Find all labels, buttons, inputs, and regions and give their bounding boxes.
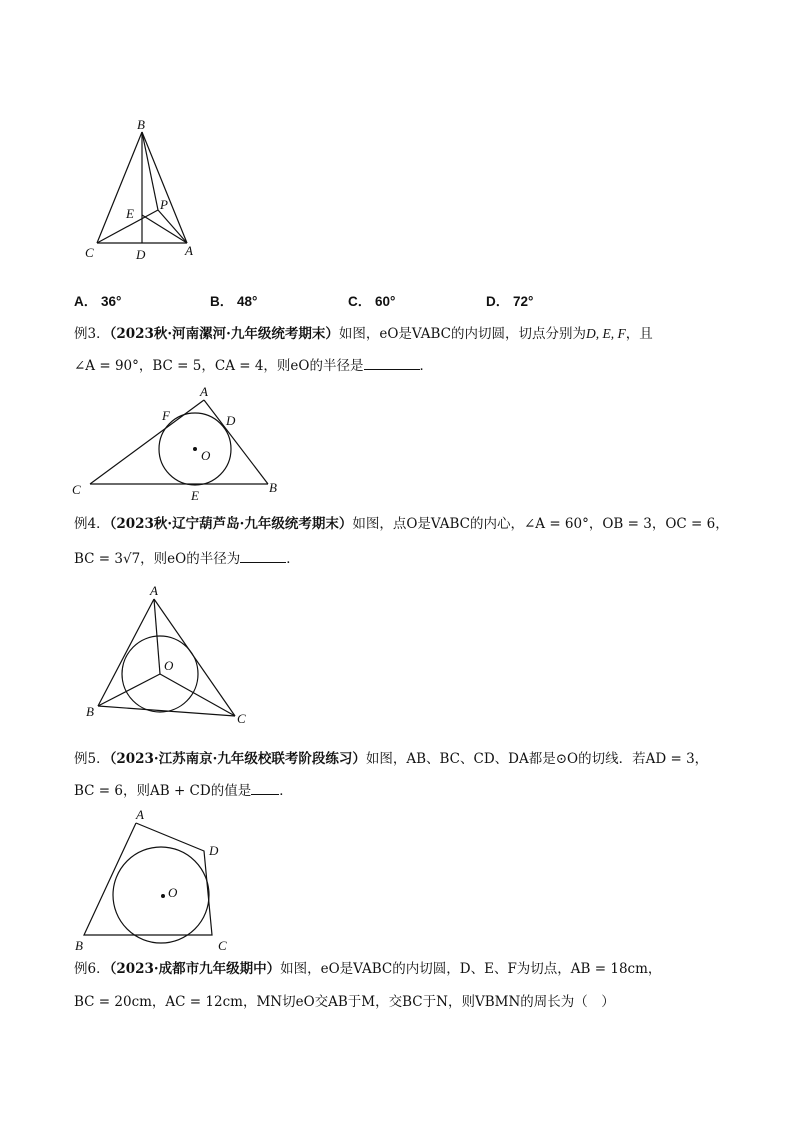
label-a: A	[150, 583, 158, 598]
option-d: D． 72°	[486, 294, 534, 309]
option-a: A． 36°	[74, 294, 122, 309]
label-b: B	[137, 117, 145, 132]
label-f: F	[162, 408, 170, 423]
label-d: D	[209, 843, 219, 858]
label-c: C	[85, 245, 94, 260]
ex5-line-1: 例5．（2023·江苏南京·九年级校联考阶段练习）如图，AB、BC、CD、DA都是⊙O的切线．若AD = 3，	[74, 751, 709, 767]
label-b: B	[75, 938, 83, 953]
option-c: C． 60°	[348, 294, 396, 309]
figure-ex4-incenter	[80, 580, 260, 730]
ex3-line-2: ∠A = 90°，BC = 5，CA = 4，则eO的半径是 ．	[74, 355, 433, 376]
figure-ex5-tangential-quad	[70, 805, 250, 955]
ex5-line-2: BC = 6，则AB + CD的值是 ．	[74, 780, 293, 801]
label-d: D	[136, 247, 146, 262]
label-a: A	[185, 243, 193, 258]
label-o: O	[164, 658, 174, 673]
label-e: E	[191, 488, 199, 503]
label-c: C	[218, 938, 227, 953]
label-p: P	[160, 197, 168, 212]
label-e: E	[126, 206, 134, 221]
answer-blank[interactable]	[240, 548, 286, 563]
label-a: A	[136, 807, 144, 822]
label-o: O	[201, 448, 211, 463]
ex3-line-1: 例3．（2023秋·河南漯河·九年级统考期末）如图，eO是VABC的内切圆，切点分别为D, E, F，且	[74, 326, 653, 342]
ex4-line-2: BC = 3√7，则eO的半径为 ．	[74, 548, 300, 569]
figure-ex3-incircle	[60, 380, 300, 505]
figure-1-triangle	[80, 115, 210, 270]
label-b: B	[269, 480, 277, 495]
ex6-line-1: 例6．（2023·成都市九年级期中）如图，eO是VABC的内切圆，D、E、F为切点，AB = 18cm，	[74, 961, 662, 977]
label-c: C	[72, 482, 81, 497]
option-b: B． 48°	[210, 294, 258, 309]
answer-blank[interactable]	[251, 780, 279, 795]
answer-blank[interactable]	[364, 355, 420, 370]
ex6-line-2: BC = 20cm，AC = 12cm，MN切eO交AB于M，交BC于N，则VBMN的周长为（ ）	[74, 994, 615, 1010]
label-c: C	[237, 711, 246, 726]
label-a: A	[200, 384, 208, 399]
label-b: B	[86, 704, 94, 719]
ex4-line-1: 例4．（2023秋·辽宁葫芦岛·九年级统考期末）如图，点O是VABC的内心，∠A = 60°，OB = 3，OC = 6，	[74, 516, 729, 532]
label-o: O	[168, 885, 178, 900]
label-d: D	[226, 413, 236, 428]
